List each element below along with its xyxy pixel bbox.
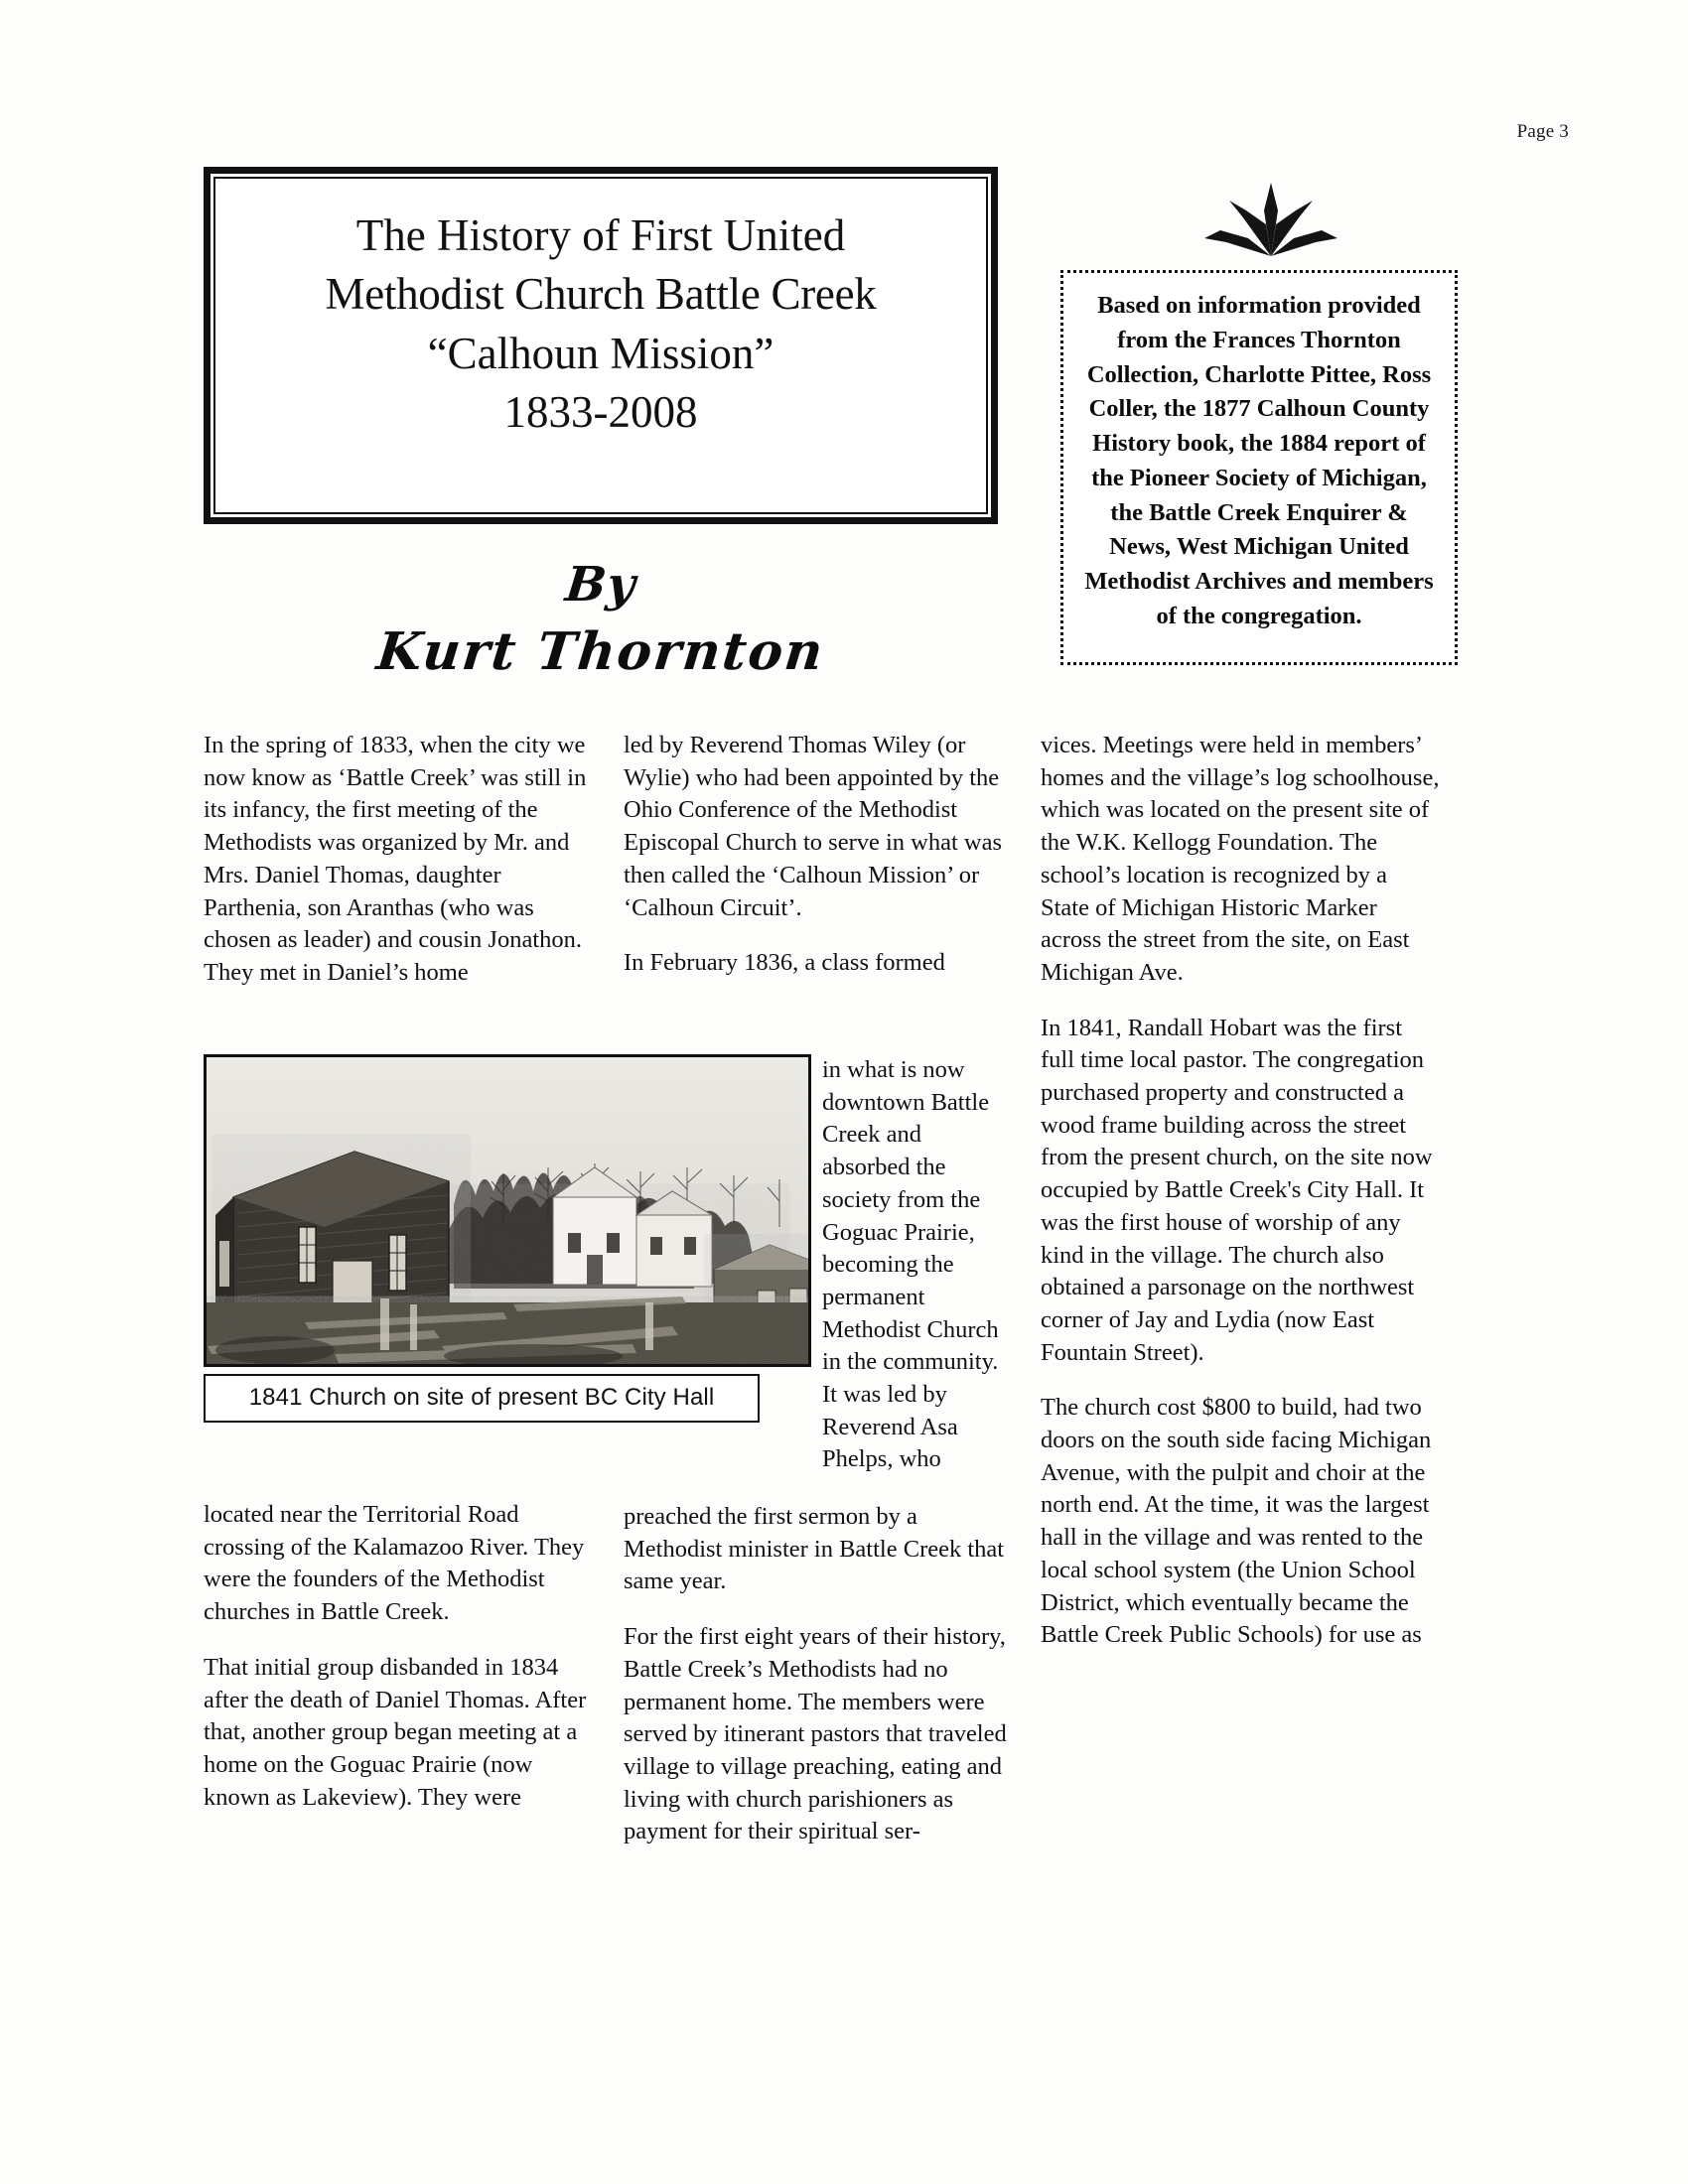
paragraph: vices. Meetings were held in members’ homes and the village’s log schoolhouse, which was located on the present site of the W.K. Kellogg Foundation. The school’s location is recognized by a State of Michigan Historic Marker across the street from the site, on East Michigan Ave.	[1041, 732, 1440, 986]
byline	[204, 557, 998, 686]
paragraph: That initial group disbanded in 1834 after the death of Daniel Thomas. After that, another group began meeting at a home on the Goguac Prairie (now known as Lakeview). They were	[204, 1653, 587, 1811]
page-title-line-2: Methodist Church Battle Creek	[325, 269, 877, 320]
column-left-bottom	[204, 1499, 601, 1814]
paragraph: located near the Territorial Road crossing of the Kalamazoo River. They were the founders of the Methodist churches in Battle Creek.	[204, 1501, 585, 1626]
page-title-line-3: “Calhoun Mission”	[427, 328, 774, 378]
page-title-line-1: The History of First United	[355, 210, 846, 260]
paragraph: led by Reverend Thomas Wiley (or Wylie) who had been appointed by the Ohio Conference of the Methodist Episcopal Church to serve in what was then called the ‘Calhoun Mission’ or ‘Calhoun Circuit’.	[624, 732, 1003, 921]
paragraph: The church cost $800 to build, had two doors on the south side facing Michigan Avenue, with the pulpit and choir at the north end. At the time, it was the largest hall in the village and was rented to the local school system (the Union School District, which eventually became the Battle Creek Public Schools) for use as	[1041, 1394, 1432, 1649]
column-middle-wrap	[822, 1054, 1013, 1476]
byline-author-name: Kurt Thornton	[373, 621, 828, 682]
paragraph: preached the first sermon by a Methodist minister in Battle Creek that same year.	[624, 1503, 1005, 1595]
column-middle-bottom	[624, 1501, 1013, 1848]
byline-by-label: By	[562, 557, 639, 613]
column-middle-top	[624, 730, 1013, 980]
historic-photo	[204, 1054, 811, 1367]
paragraph-wrap-intro: In February 1836, a class formed	[624, 949, 945, 977]
credits-text: Based on information provided from the Frances Thornton Collection, Charlotte Pittee, Ross Coller, the 1877 Calhoun County History book, the 1884 report of the Pioneer Society of Michigan, the Battle Creek Enquirer & News, West Michigan United Methodist Archives and members of the congregation.	[1084, 292, 1434, 630]
article-title-box	[204, 167, 998, 524]
figure-caption-box	[204, 1374, 760, 1423]
figure-1841-church	[204, 1054, 811, 1423]
credits-box	[1060, 270, 1458, 665]
paragraph: In the spring of 1833, when the city we now know as ‘Battle Creek’ was still in its infancy, the first meeting of the Methodists was organized by Mr. and Mrs. Daniel Thomas, daughter Parthenia, son Aranthas (who was chosen as leader) and cousin Jonathon. They met in Daniel’s home	[204, 732, 587, 986]
leaf-spray-ornament-icon	[1196, 177, 1345, 258]
article-title-inner-border	[213, 177, 988, 514]
page-number: Page 3	[1516, 121, 1569, 142]
paragraph: in what is now downtown Battle Creek and absorbed the society from the Goguac Prairie, becoming the permanent Methodist Church in the community. It was led by Reverend Asa Phelps, who	[822, 1056, 999, 1473]
figure-caption-text: 1841 Church on site of present BC City Hall	[248, 1384, 715, 1411]
paragraph: For the first eight years of their history, Battle Creek’s Methodists had no permanent home. The members were served by itinerant pastors that traveled village to village preaching, eating and living with church parishioners as payment for their spiritual ser-	[624, 1623, 1007, 1845]
paragraph: In 1841, Randall Hobart was the first full time local pastor. The congregation purchased property and constructed a wood frame building across the street from the present church, on the site now occupied by Battle Creek's City Hall. It was the first house of worship of any kind in the village. The church also obtained a parsonage on the northwest corner of Jay and Lydia (now East Fountain Street).	[1041, 1014, 1433, 1366]
page-title-line-4: 1833-2008	[503, 387, 698, 438]
column-right	[1041, 730, 1442, 1652]
column-left-top	[204, 730, 601, 990]
